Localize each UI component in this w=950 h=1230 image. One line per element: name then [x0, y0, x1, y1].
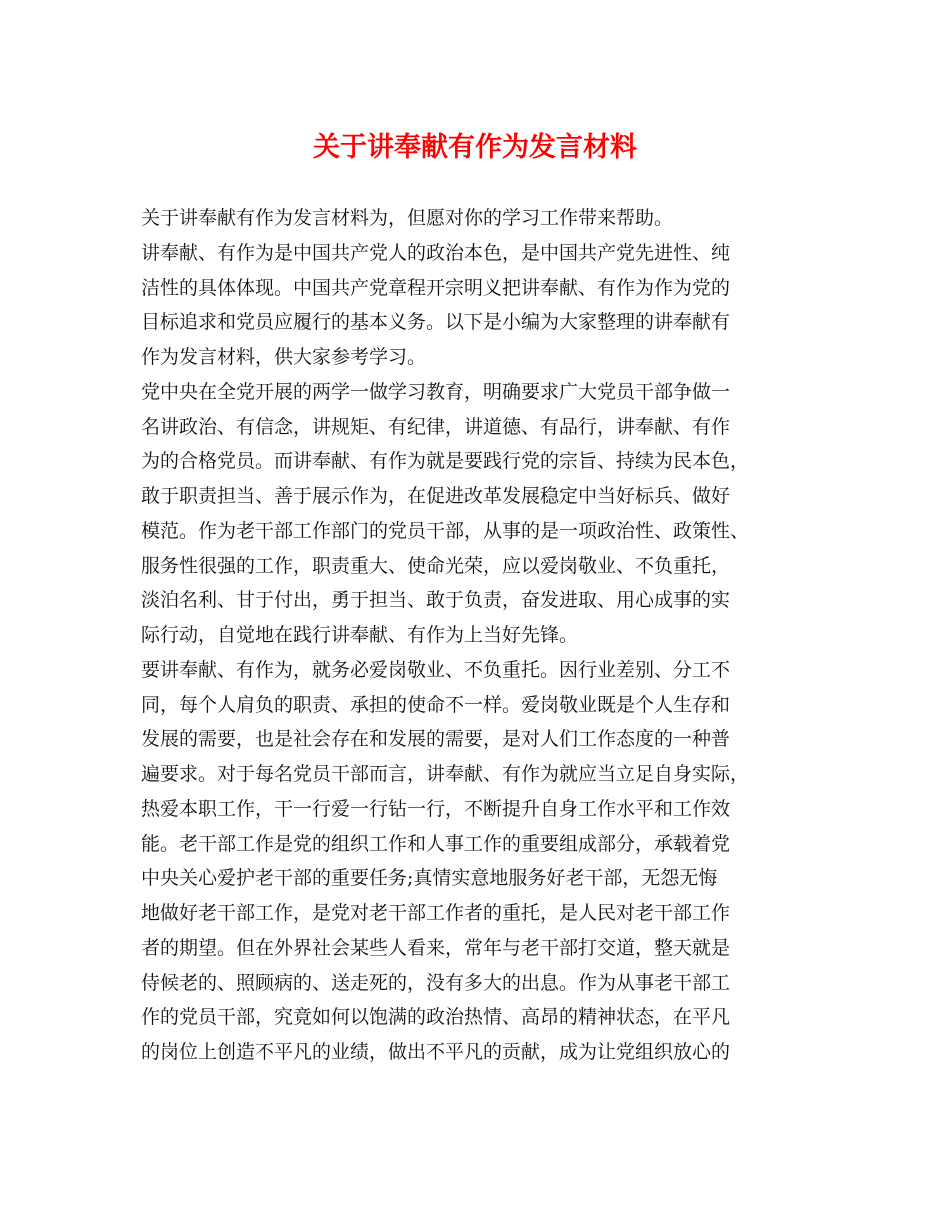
body-line: 要讲奉献、有作为，就务必爱岗敬业、不负重托。因行业差别、分工不 — [141, 658, 731, 681]
body-line: 关于讲奉献有作为发言材料为，但愿对你的学习工作带来帮助。 — [141, 207, 674, 229]
body-line: 中央关心爱护老干部的重要任务;真情实意地服务好老干部，无怨无悔 — [141, 867, 718, 890]
body-line: 地做好老干部工作，是党对老干部工作者的重托，是人民对老干部工作 — [141, 902, 731, 924]
body-line: 际行动，自觉地在践行讲奉献、有作为上当好先锋。 — [141, 624, 579, 646]
body-line: 同，每个人肩负的职责、承担的使命不一样。爱岗敬业既是个人生存和 — [141, 693, 731, 716]
body-line: 作为发言材料，供大家参考学习。 — [141, 346, 427, 368]
body-line: 侍候老的、照顾病的、送走死的，没有多大的出息。作为从事老干部工 — [141, 971, 731, 994]
body-line: 党中央在全党开展的两学一做学习教育，明确要求广大党员干部争做一 — [141, 380, 731, 403]
body-line: 为的合格党员。而讲奉献、有作为就是要践行党的宗旨、持续为民本色， — [141, 450, 750, 473]
body-line: 洁性的具体体现。中国共产党章程开宗明义把讲奉献、有作为作为党的 — [141, 276, 731, 299]
body-line: 服务性很强的工作，职责重大、使命光荣，应以爱岗敬业、不负重托， — [141, 554, 731, 577]
body-line: 能。老干部工作是党的组织工作和人事工作的重要组成部分，承载着党 — [141, 832, 731, 855]
body-line: 模范。作为老干部工作部门的党员干部，从事的是一项政治性、政策性、 — [141, 519, 750, 542]
document-body — [141, 201, 821, 1070]
body-line: 淡泊名利、甘于付出，勇于担当、敢于负责，奋发进取、用心成事的实 — [141, 589, 731, 612]
body-line: 者的期望。但在外界社会某些人看来，常年与老干部打交道，整天就是 — [141, 936, 731, 959]
body-line: 讲奉献、有作为是中国共产党人的政治本色，是中国共产党先进性、纯 — [141, 241, 731, 264]
body-line: 遍要求。对于每名党员干部而言，讲奉献、有作为就应当立足自身实际， — [141, 763, 750, 785]
document-title: 关于讲奉献有作为发言材料 — [313, 132, 637, 163]
body-line: 发展的需要，也是社会存在和发展的需要，是对人们工作态度的一种普 — [141, 728, 731, 751]
body-line: 目标追求和党员应履行的基本义务。以下是小编为大家整理的讲奉献有 — [141, 311, 731, 334]
body-line: 作的党员干部，究竟如何以饱满的政治热情、高昂的精神状态，在平凡 — [141, 1006, 731, 1029]
body-line: 敢于职责担当、善于展示作为，在促进改革发展稳定中当好标兵、做好 — [141, 485, 731, 507]
body-line: 名讲政治、有信念，讲规矩、有纪律，讲道德、有品行，讲奉献、有作 — [141, 415, 731, 438]
body-line: 的岗位上创造不平凡的业绩，做出不平凡的贡献，成为让党组织放心的 — [141, 1041, 731, 1063]
body-line: 热爱本职工作，干一行爱一行钻一行，不断提升自身工作水平和工作效 — [141, 797, 731, 820]
